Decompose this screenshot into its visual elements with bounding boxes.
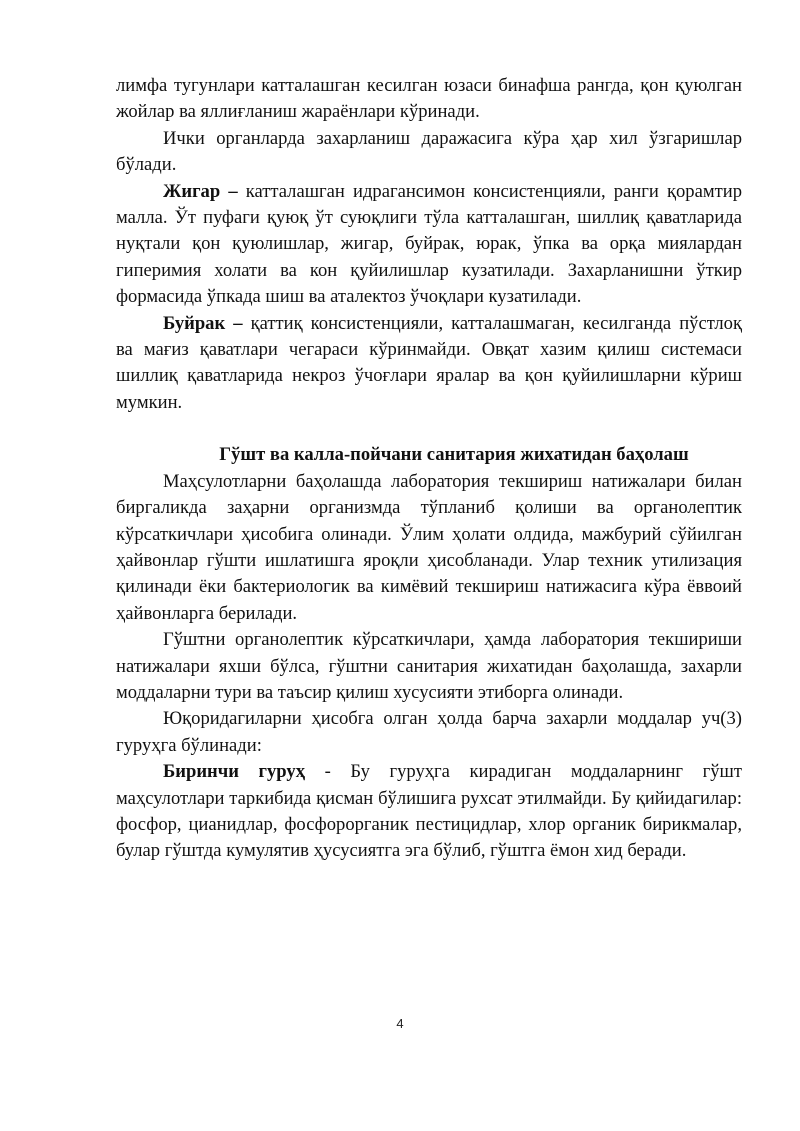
paragraph-internal-organs: Ички органларда захарланиш даражасига кўра ҳар хил ўзгаришлар бўлади. — [116, 127, 742, 176]
paragraph-first-group — [116, 759, 742, 865]
section-heading: Гўшт ва калла-пойчани санитария жихатидан баҳолаш — [219, 444, 689, 466]
page-number: 4 — [396, 1016, 404, 1031]
paragraph-first-group-text: - Бу гуруҳга кирадиган моддаларнинг гўшт маҳсулотлари таркибида қисман бўлишига рухсат этилмайди. Бу қийидагилар: фосфор, цианидлар, фосфорорганик пестицидлар, хлор органик бирикмалар, булар гўштда кумулятив ҳусусиятга эга бўлиб, гўштга ёмон хид беради. — [116, 761, 742, 862]
paragraph-three-groups: Юқоридагиларни ҳисобга олган ҳолда барча захарли моддалар уч(3) гуруҳга бўлинади: — [116, 708, 742, 756]
paragraph-kidney — [116, 311, 742, 417]
term-kidney: Буйрак – — [163, 312, 243, 334]
term-first-group: Биринчи гуруҳ — [163, 761, 305, 783]
paragraph-lymph-nodes: лимфа тугунлари катталашган кесилган юзаси бинафша рангда, қон қуюлган жойлар ва яллиғланиш жараёнлари кўринади. — [116, 75, 742, 123]
document-page — [116, 73, 742, 865]
paragraph-product-evaluation: Маҳсулотларни баҳолашда лаборатория текшириш натижалари билан биргаликда заҳарни организмда тўпланиб қолиши ва органолептик кўрсаткичлари ҳисобига олинади. Ўлим ҳолати олдида, мажбурий сўйилган ҳайвонлар гўшти ишлатишга яроқли ҳисобланади. Улар техник утилизация қилинади ёки бактериологик ва кимёвий текшириш натижасига кўра ёввоий ҳайвонларга берилади. — [116, 470, 742, 624]
term-liver: Жигар – — [163, 180, 238, 202]
paragraph-liver — [116, 179, 742, 311]
paragraph-organoleptic: Гўштни органолептик кўрсаткичлари, ҳамда лаборатория текшириши натижалари яхши бўлса, гўштни санитария жихатидан баҳолашда, захарли моддаларни тури ва таъсир қилиш хусусияти этиборга олинади. — [116, 629, 742, 703]
paragraph-liver-text: катталашган идрагансимон консистенцияли, ранги қорамтир малла. Ўт пуфаги қуюқ ўт суюқлиги тўла катталашган, шиллиқ қаватларида нуқтали қон қуюлишлар, жигар, буйрак, юрак, ўпка ва орқа миялардан гиперимия холати ва кон қуйилишлар кузатилади. Захарланишни ўткир формасида ўпкада шиш ва аталектоз ўчоқлари кузатилади. — [116, 180, 742, 308]
paragraph-kidney-text: қаттиқ консистенцияли, катталашмаган, кесилганда пўстлоқ ва мағиз қаватлари чегараси кўринмайди. Овқат хазим қилиш системаси шиллиқ қаватларида некроз ўчоғлари яралар ва қон қуйилишларни кўриш мумкин. — [116, 312, 742, 413]
